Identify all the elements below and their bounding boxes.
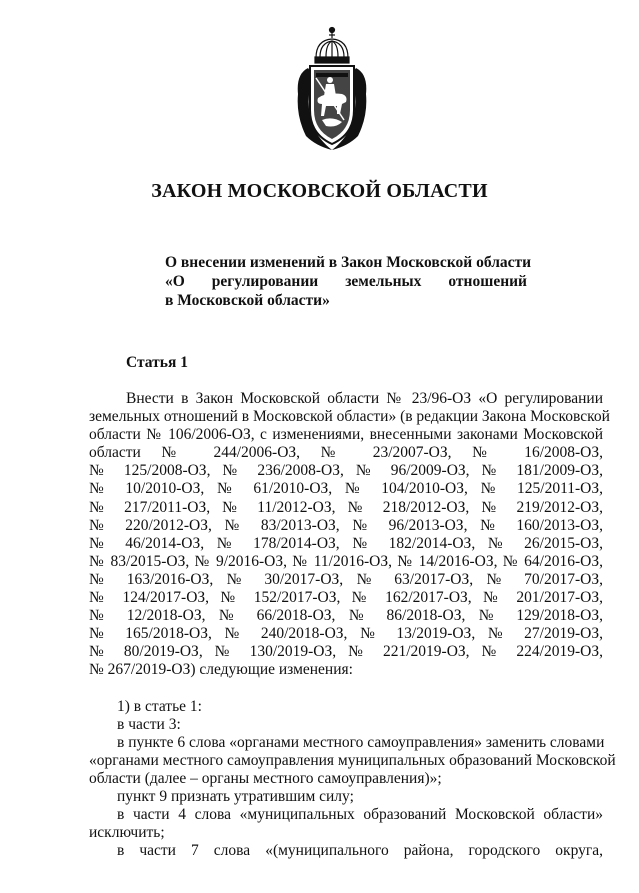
subtitle-line: О внесении изменений в Закон Московской области (165, 254, 532, 271)
body-line: области № 106/2006-ОЗ, с изменениями, внесенными законами Московской (89, 426, 603, 444)
law-subtitle (165, 253, 532, 310)
body-line: № 220/2012-ОЗ, № 83/2013-ОЗ, № 96/2013-ОЗ, № 160/2013-ОЗ, (89, 516, 603, 534)
body-line: № 217/2011-ОЗ, № 11/2012-ОЗ, № 218/2012-ОЗ, № 219/2012-ОЗ, (89, 498, 603, 516)
body-line: № 10/2010-ОЗ, № 61/2010-ОЗ, № 104/2010-ОЗ, № 125/2011-ОЗ, (89, 480, 603, 498)
change-line: 1) в статье 1: (117, 697, 202, 715)
body-line: № 267/2019-ОЗ) следующие изменения: (89, 661, 353, 679)
body-line: № 83/2015-ОЗ, № 9/2016-ОЗ, № 11/2016-ОЗ, № 14/2016-ОЗ, № 64/2016-ОЗ, (89, 552, 603, 570)
change-line: в пункте 6 слова «органами местного самоуправления» заменить словами (117, 733, 605, 751)
subtitle-line: «О регулировании земельных отношений (165, 273, 527, 290)
body-line: № 165/2018-ОЗ, № 240/2018-ОЗ, № 13/2019-ОЗ, № 27/2019-ОЗ, (89, 625, 603, 643)
article-heading: Статья 1 (126, 354, 188, 371)
body-line: № 12/2018-ОЗ, № 66/2018-ОЗ, № 86/2018-ОЗ, № 129/2018-ОЗ, (89, 607, 603, 625)
law-title: ЗАКОН МОСКОВСКОЙ ОБЛАСТИ (151, 180, 488, 202)
change-line: пункт 9 признать утратившим силу; (117, 787, 354, 805)
body-line: № 163/2016-ОЗ, № 30/2017-ОЗ, № 63/2017-ОЗ, № 70/2017-ОЗ, (89, 570, 603, 588)
change-line: «органами местного самоуправления муниципальных образований Московской (89, 751, 616, 769)
body-line: № 124/2017-ОЗ, № 152/2017-ОЗ, № 162/2017-ОЗ, № 201/2017-ОЗ, (89, 589, 603, 607)
article-body (89, 390, 616, 860)
body-line: области № 244/2006-ОЗ, № 23/2007-ОЗ, № 16/2008-ОЗ, (89, 444, 603, 462)
body-line: № 46/2014-ОЗ, № 178/2014-ОЗ, № 182/2014-ОЗ, № 26/2015-ОЗ, (89, 534, 603, 552)
body-line: № 80/2019-ОЗ, № 130/2019-ОЗ, № 221/2019-ОЗ, № 224/2019-ОЗ, (89, 643, 603, 661)
coat-of-arms-icon (286, 24, 378, 154)
change-line: в части 4 слова «муниципальных образований Московской области» (117, 806, 603, 824)
paragraph-gap (89, 680, 603, 698)
change-line: в части 3: (117, 715, 181, 733)
subtitle-line: в Московской области» (165, 292, 330, 309)
body-line: земельных отношений в Московской области» (в редакции Закона Московской (89, 408, 610, 426)
change-line: в части 7 слова «(муниципального района, городского округа, (117, 842, 603, 860)
body-line: № 125/2008-ОЗ, № 236/2008-ОЗ, № 96/2009-ОЗ, № 181/2009-ОЗ, (89, 462, 603, 480)
change-line: области (далее – органы местного самоуправления)»; (89, 769, 442, 787)
change-line: исключить; (89, 824, 165, 842)
body-line: Внести в Закон Московской области № 23/96-ОЗ «О регулировании (126, 390, 603, 407)
